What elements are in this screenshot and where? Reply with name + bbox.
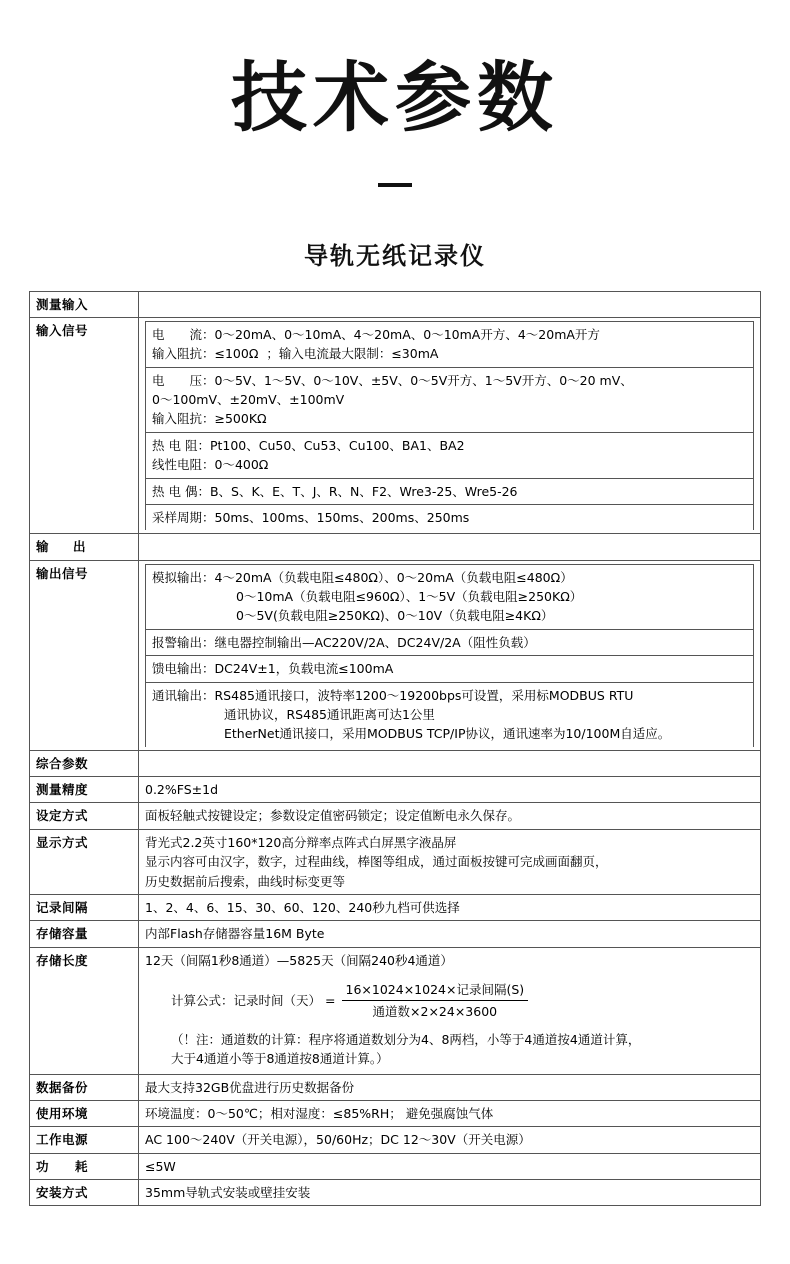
formula-numerator: 16×1024×1024×记录间隔(S)	[342, 980, 529, 1001]
input-signal-line-5: 热 电 阻：Pt100、Cu50、Cu53、Cu100、BA1、BA2	[152, 437, 465, 453]
table-row-consumption	[30, 1153, 761, 1179]
table-row-general	[30, 750, 761, 776]
output-signal-line-4: 馈电输出：DC24V±1，负载电流≤100mA	[152, 661, 394, 677]
output-signal-group-comm	[146, 682, 754, 747]
specification-table	[29, 291, 761, 1207]
table-row-power	[30, 1127, 761, 1153]
input-signal-line-8: 采样周期：50ms、100ms、150ms、200ms、250ms	[152, 509, 470, 525]
row-value-output	[139, 534, 761, 560]
row-value-record-interval: 1、2、4、6、15、30、60、120、240秒九档可供选择	[139, 894, 761, 920]
table-row-input-signal	[30, 317, 761, 533]
formula-equals: =	[325, 993, 336, 1009]
row-value-backup: 最大支持32GB优盘进行历史数据备份	[139, 1074, 761, 1100]
page-title: 技术参数	[231, 53, 559, 142]
row-value-measure-input	[139, 291, 761, 317]
title-divider	[378, 183, 412, 187]
output-signal-line-7: EtherNet通讯接口，采用MODBUS TCP/IP协议，通讯速率为10/100M自适应。	[224, 726, 671, 742]
row-label-output-signal: 输出信号	[30, 560, 139, 750]
row-value-accuracy: 0.2%FS±1d	[139, 777, 761, 803]
input-signal-line-1: 输入阻抗：≤100Ω ；输入电流最大限制：≤30mA	[152, 346, 439, 362]
row-value-storage-length	[139, 947, 761, 1074]
table-row-measure-input	[30, 291, 761, 317]
row-value-output-signal	[139, 560, 761, 750]
output-signal-feed-cell	[146, 656, 754, 682]
row-label-display: 显示方式	[30, 829, 139, 894]
table-row-output-signal	[30, 560, 761, 750]
input-signal-sampling-cell	[146, 504, 754, 530]
input-signal-subtable	[145, 321, 754, 530]
output-signal-analog-cell	[146, 564, 754, 629]
storage-note-line-2: 大于4通道小等于8通道按8通道计算。）	[171, 1051, 389, 1067]
display-line-1: 显示内容可由汉字，数字，过程曲线，棒图等组成，通过面板按键可完成画面翻页，	[145, 854, 608, 870]
table-row-environment	[30, 1100, 761, 1126]
input-signal-group-sampling	[146, 504, 754, 530]
row-label-general: 综合参数	[30, 750, 139, 776]
row-label-storage-length: 存储长度	[30, 947, 139, 1074]
table-row-install	[30, 1180, 761, 1206]
input-signal-line-0: 电 流：0～20mA、0～10mA、4～20mA、0～10mA开方、4～20mA开方	[152, 326, 600, 342]
row-label-setting: 设定方式	[30, 803, 139, 829]
input-signal-line-4: 输入阻抗：≥500KΩ	[152, 411, 267, 427]
formula-fraction	[342, 980, 529, 1022]
formula-denominator: 通道数×2×24×3600	[372, 1004, 498, 1020]
row-value-power: AC 100～240V（开关电源），50/60Hz；DC 12～30V（开关电源）	[139, 1127, 761, 1153]
table-row-setting	[30, 803, 761, 829]
output-signal-line-0: 模拟输出：4～20mA（负载电阻≤480Ω）、0～20mA（负载电阻≤480Ω）	[152, 569, 573, 585]
output-signal-line-5: 通讯输出：RS485通讯接口，波特率1200～19200bps可设置，采用标MODBUS RTU	[152, 687, 634, 703]
row-label-storage-capacity: 存储容量	[30, 921, 139, 947]
display-line-2: 历史数据前后搜索，曲线时标变更等	[145, 873, 346, 889]
table-row-record-interval	[30, 894, 761, 920]
input-signal-group-voltage	[146, 367, 754, 432]
input-signal-rtd-cell	[146, 432, 754, 478]
input-signal-tc-cell	[146, 478, 754, 504]
storage-formula	[145, 980, 754, 1022]
row-value-consumption: ≤5W	[139, 1153, 761, 1179]
row-label-measure-input: 测量输入	[30, 291, 139, 317]
row-value-install: 35mm导轨式安装或壁挂安装	[139, 1180, 761, 1206]
table-row-accuracy	[30, 777, 761, 803]
row-label-install: 安装方式	[30, 1180, 139, 1206]
formula-label: 计算公式：记录时间（天）	[171, 993, 322, 1009]
output-signal-line-3: 报警输出：继电器控制输出—AC220V/2A、DC24V/2A（阻性负载）	[152, 634, 536, 650]
storage-length-line-1: 12天（间隔1秒8通道）—5825天（间隔240秒4通道）	[145, 952, 453, 968]
output-signal-comm-cell	[146, 682, 754, 747]
row-label-consumption: 功 耗	[30, 1153, 139, 1179]
input-signal-current-cell	[146, 321, 754, 367]
row-label-accuracy: 测量精度	[30, 777, 139, 803]
page-subtitle: 导轨无纸记录仪	[304, 241, 486, 270]
row-label-output: 输 出	[30, 534, 139, 560]
output-signal-alarm-cell	[146, 629, 754, 655]
spec-page	[0, 53, 790, 1206]
output-signal-subtable	[145, 564, 754, 747]
row-label-backup: 数据备份	[30, 1074, 139, 1100]
table-row-storage-length	[30, 947, 761, 1074]
title-divider-wrap	[0, 174, 790, 192]
row-label-record-interval: 记录间隔	[30, 894, 139, 920]
row-value-setting: 面板轻触式按键设定；参数设定值密码锁定；设定值断电永久保存。	[139, 803, 761, 829]
input-signal-line-7: 热 电 偶：B、S、K、E、T、J、R、N、F2、Wre3-25、Wre5-26	[152, 483, 518, 499]
display-line-0: 背光式2.2英寸160*120高分辩率点阵式白屏黑字液晶屏	[145, 834, 457, 850]
row-value-input-signal	[139, 317, 761, 533]
storage-note	[145, 1030, 754, 1071]
table-row-storage-capacity	[30, 921, 761, 947]
input-signal-voltage-cell	[146, 367, 754, 432]
input-signal-group-tc	[146, 478, 754, 504]
row-value-environment: 环境温度：0～50℃；相对湿度：≤85%RH； 避免强腐蚀气体	[139, 1100, 761, 1126]
input-signal-group-rtd	[146, 432, 754, 478]
input-signal-group-current	[146, 321, 754, 367]
input-signal-line-2: 电 压：0～5V、1～5V、0～10V、±5V、0～5V开方、1～5V开方、0～20 mV、	[152, 372, 633, 388]
table-row-display	[30, 829, 761, 894]
storage-note-line-1: （！注：通道数的计算：程序将通道数划分为4、8两档，小等于4通道按4通道计算，	[171, 1031, 641, 1047]
output-signal-line-6: 通讯协议，RS485通讯距离可达1公里	[224, 706, 435, 722]
row-label-input-signal: 输入信号	[30, 317, 139, 533]
input-signal-line-3: 0～100mV、±20mV、±100mV	[152, 392, 345, 408]
output-signal-group-analog	[146, 564, 754, 629]
table-row-output	[30, 534, 761, 560]
output-signal-line-1: 0～10mA（负载电阻≤960Ω）、1～5V（负载电阻≥250KΩ）	[236, 589, 583, 605]
output-signal-line-2: 0～5V(负载电阻≥250KΩ)、0～10V（负载电阻≥4KΩ）	[236, 608, 554, 624]
table-row-backup	[30, 1074, 761, 1100]
row-value-storage-capacity: 内部Flash存储器容量16M Byte	[139, 921, 761, 947]
output-signal-group-alarm	[146, 629, 754, 655]
row-value-display	[139, 829, 761, 894]
row-label-environment: 使用环境	[30, 1100, 139, 1126]
row-label-power: 工作电源	[30, 1127, 139, 1153]
input-signal-line-6: 线性电阻：0～400Ω	[152, 457, 269, 473]
row-value-general	[139, 750, 761, 776]
output-signal-group-feed	[146, 656, 754, 682]
